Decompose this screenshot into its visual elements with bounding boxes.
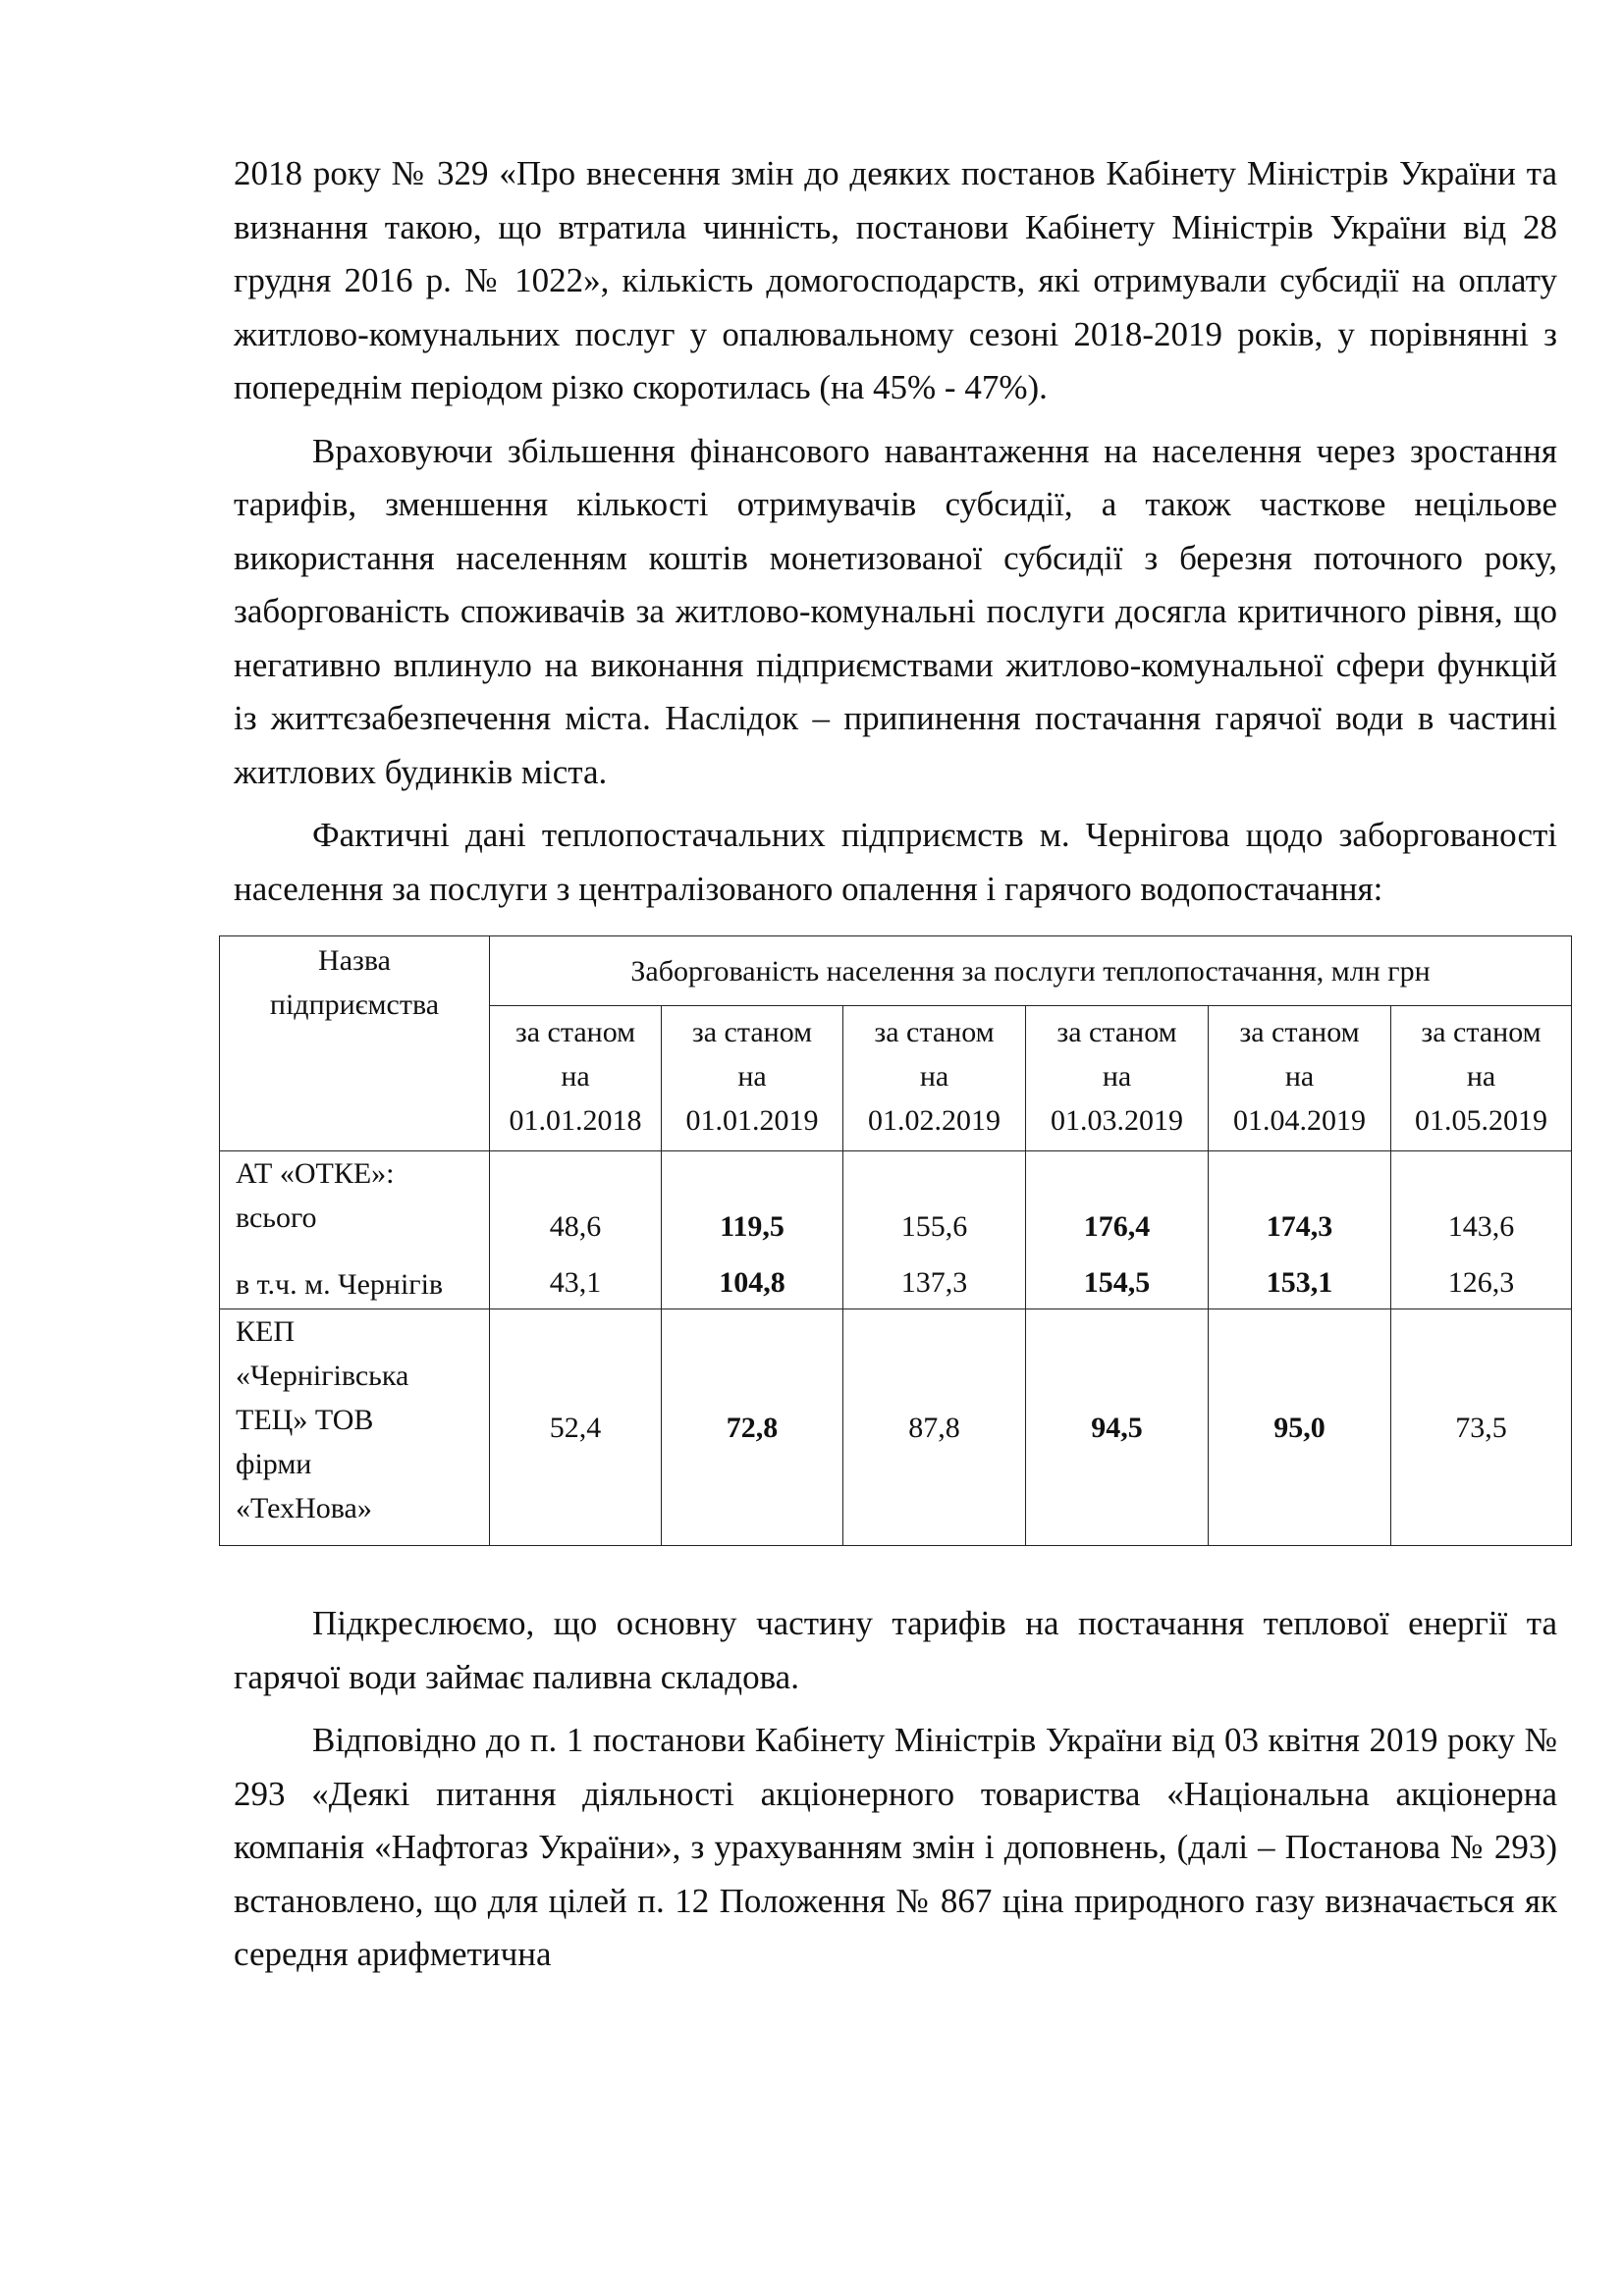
value-cell: 52,4 xyxy=(490,1309,662,1546)
header-debt-title: Заборгованість населення за послуги теплопостачання, млн грн xyxy=(490,936,1572,1006)
value-cell: 119,5 104,8 xyxy=(662,1151,843,1309)
value-cell: 176,4 154,5 xyxy=(1026,1151,1209,1309)
value-cell: 48,6 43,1 xyxy=(490,1151,662,1309)
header-enterprise-name: Назва підприємства xyxy=(220,936,490,1151)
table-header-row xyxy=(220,936,1572,1006)
header-date: за станом на 01.02.2019 xyxy=(843,1006,1026,1151)
enterprise-otke: АТ «ОТКЕ»: всього в т.ч. м. Чернігів xyxy=(220,1151,490,1309)
value-cell: 87,8 xyxy=(843,1309,1026,1546)
table-row-otke xyxy=(220,1151,1572,1309)
header-date: за станом на 01.03.2019 xyxy=(1026,1006,1209,1151)
value-cell: 143,6 126,3 xyxy=(1391,1151,1572,1309)
header-date: за станом на 01.01.2018 xyxy=(490,1006,662,1151)
paragraph-resolution-293: Відповідно до п. 1 постанови Кабінету Міністрів України від 03 квітня 2019 року № 293 «Деякі питання діяльності акціонерного товариства «Національна акціонерна компанія «Нафтогаз України», з урахуванням змін і доповнень, (далі – Постанова № 293) встановлено, що для цілей п. 12 Положення № 867 ціна природного газу визначається як середня арифметична xyxy=(234,1721,1557,1973)
paragraph-debt-growth: Враховуючи збільшення фінансового навантаження на населення через зростання тарифів, зменшення кількості отримувачів субсидії, а також часткове нецільове використання населенням коштів монетизованої субсидії з березня поточного року, заборгованість споживачів за житлово-комунальні послуги досягла критичного рівня, що негативно вплинуло на виконання підприємствами житлово-комунальної сфери функцій із життєзабезпечення міста. Наслідок – припинення постачання гарячої води в частині житлових будинків міста. xyxy=(234,431,1557,791)
document-page xyxy=(234,147,1557,1982)
header-date: за станом на 01.05.2019 xyxy=(1391,1006,1572,1151)
value-cell: 72,8 xyxy=(662,1309,843,1546)
debt-table xyxy=(219,935,1572,1546)
header-date: за станом на 01.04.2019 xyxy=(1209,1006,1391,1151)
paragraph-subsidies: 2018 року № 329 «Про внесення змін до деяких постанов Кабінету Міністрів України та визнання такою, що втратила чинність, постанови Кабінету Міністрів України від 28 грудня 2016 р. № 1022», кількість домогосподарств, які отримували субсидії на оплату житлово-комунальних послуг у опалювальному сезоні 2018-2019 років, у порівнянні з попереднім періодом різко скоротилась (на 45% - 47%). xyxy=(234,154,1557,406)
enterprise-kep: КЕП «Чернігівська ТЕЦ» ТОВ фірми «ТехНова» xyxy=(220,1309,490,1546)
paragraph-table-intro: Фактичні дані теплопостачальних підприємств м. Чернігова щодо заборгованості населення за послуги з централізованого опалення і гарячого водопостачання: xyxy=(234,816,1557,908)
value-cell: 155,6 137,3 xyxy=(843,1151,1026,1309)
value-cell: 73,5 xyxy=(1391,1309,1572,1546)
value-cell: 95,0 xyxy=(1209,1309,1391,1546)
paragraph-fuel-component: Підкреслюємо, що основну частину тарифів на постачання теплової енергії та гарячої води займає паливна складова. xyxy=(234,1604,1557,1696)
table-row-kep xyxy=(220,1309,1572,1546)
value-cell: 94,5 xyxy=(1026,1309,1209,1546)
value-cell: 174,3 153,1 xyxy=(1209,1151,1391,1309)
header-date: за станом на 01.01.2019 xyxy=(662,1006,843,1151)
